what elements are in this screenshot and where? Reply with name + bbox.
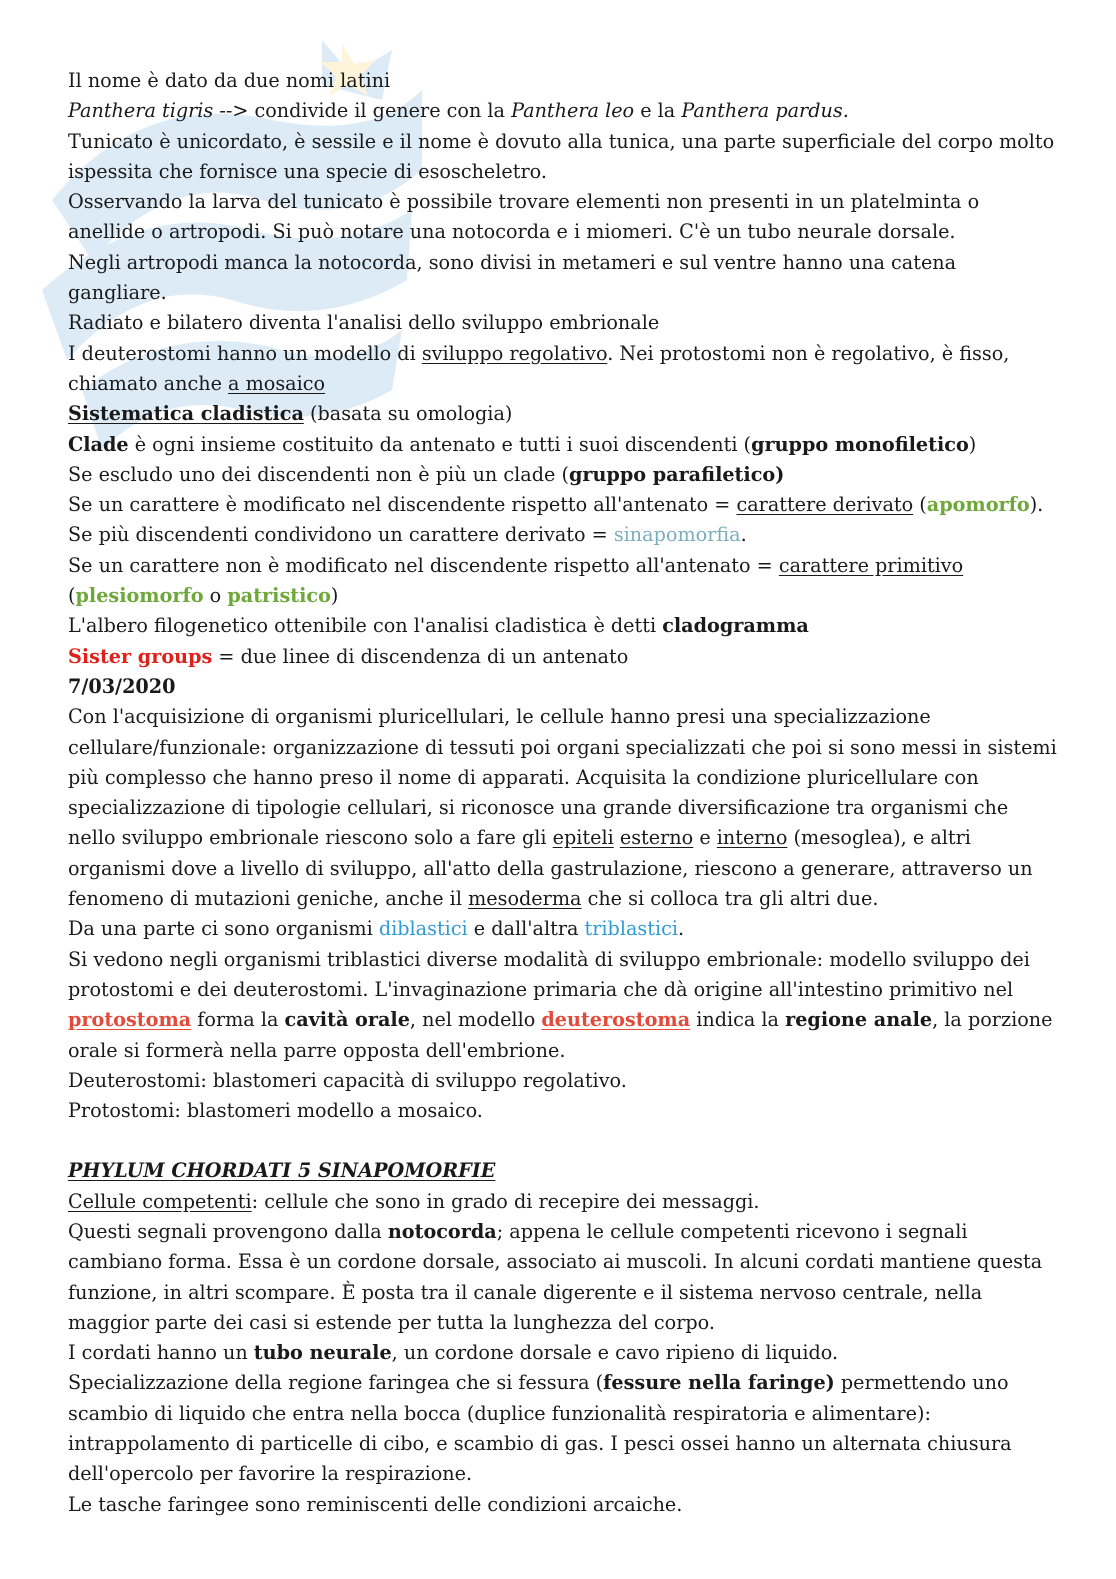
paragraph: L'albero filogenetico ottenibile con l'analisi cladistica è detti cladogramma xyxy=(68,614,809,638)
paragraph: Le tasche faringee sono reminiscenti delle condizioni arcaiche. xyxy=(68,1492,683,1516)
paragraph: Si vedono negli organismi triblastici diverse modalità di sviluppo embrionale: modello sviluppo dei protostomi e dei deuterostomi. L'invaginazione primaria che dà origine all'intestino primitivo nel protostoma forma la cavità orale, nel modello deuterostoma indica la regione anale, la porzione orale si formerà nella parre opposta dell'embrione. xyxy=(68,947,1053,1062)
paragraph: Questi segnali provengono dalla notocorda; appena le cellule competenti ricevono i segnali cambiano forma. Essa è un cordone dorsale, associato ai muscoli. In alcuni cordati mantiene questa funzione, in altri scompare. È posta tra il canale digerente e il sistema nervoso centrale, nella maggior parte dei casi si estende per tutta la lunghezza del corpo. xyxy=(68,1219,1043,1334)
paragraph: Negli artropodi manca la notocorda, sono divisi in metameri e sul ventre hanno una catena gangliare. xyxy=(68,250,957,305)
paragraph: Specializzazione della regione faringea che si fessura (fessure nella faringe) permettendo uno scambio di liquido che entra nella bocca (duplice funzionalità respiratoria e alimentare): intrappolamento di particelle di cibo, e scambio di gas. I pesci ossei hanno un alternata chiusura dell'opercolo per favorire la respirazione. xyxy=(68,1371,1012,1486)
paragraph: Deuterostomi: blastomeri capacità di sviluppo regolativo. xyxy=(68,1068,627,1092)
paragraph: Protostomi: blastomeri modello a mosaico. xyxy=(68,1099,483,1123)
paragraph: Cellule competenti: cellule che sono in grado di recepire dei messaggi. xyxy=(68,1189,760,1213)
paragraph: Radiato e bilatero diventa l'analisi dello sviluppo embrionale xyxy=(68,311,660,335)
paragraph: Se un carattere è modificato nel discendente rispetto all'antenato = carattere derivato (apomorfo). Se più discendenti condividono un carattere derivato = sinapomorfia. xyxy=(68,493,1044,547)
paragraph: I cordati hanno un tubo neurale, un cordone dorsale e cavo ripieno di liquido. xyxy=(68,1341,839,1365)
paragraph: Da una parte ci sono organismi diblastici e dall'altra triblastici. xyxy=(68,917,685,941)
paragraph: Se un carattere non è modificato nel discendente rispetto all'antenato = carattere primitivo (plesiomorfo o patristico) xyxy=(68,553,964,608)
date-heading: 7/03/2020 xyxy=(68,674,176,698)
paragraph: Se escludo uno dei discendenti non è più un clade (gruppo parafiletico) xyxy=(68,462,785,486)
paragraph: Tunicato è unicordato, è sessile e il nome è dovuto alla tunica, una parte superficiale del corpo molto ispessita che fornisce una specie di esoscheletro. xyxy=(68,129,1055,183)
paragraph: Panthera tigris --> condivide il genere con la Panthera leo e la Panthera pardus. xyxy=(68,99,849,123)
paragraph: Clade è ogni insieme costituito da antenato e tutti i suoi discendenti (gruppo monofiletico) xyxy=(68,432,977,456)
paragraph: Il nome è dato da due nomi latini xyxy=(68,69,391,92)
paragraph: Sister groups = due linee di discendenza di un antenato xyxy=(68,644,629,668)
section-heading: Sistematica cladistica (basata su omologia) xyxy=(68,402,513,426)
paragraph: Osservando la larva del tunicato è possibile trovare elementi non presenti in un platelminta o anellide o artropodi. Si può notare una notocorda e i miomeri. C'è un tubo neurale dorsale. xyxy=(68,190,980,244)
blank-line xyxy=(68,1126,1058,1156)
document-body xyxy=(68,66,1058,1520)
paragraph: Con l'acquisizione di organismi pluricellulari, le cellule hanno presi una specializzazione cellulare/funzionale: organizzazione di tessuti poi organi specializzati che poi si sono messi in sistemi più complesso che hanno preso il nome di apparati. Acquisita la condizione pluricellulare con specializzazione di tipologie cellulari, si riconosce una grande diversificazione tra organismi che nello sviluppo embrionale riescono solo a fare gli epiteli esterno e interno (mesoglea), e altri organismi dove a livello di sviluppo, all'atto della gastrulazione, riescono a generare, attraverso un fenomeno di mutazioni geniche, anche il mesoderma che si colloca tra gli altri due. xyxy=(68,705,1057,911)
paragraph: I deuterostomi hanno un modello di sviluppo regolativo. Nei protostomi non è regolativo, è fisso, chiamato anche a mosaico xyxy=(68,341,1010,395)
section-heading: PHYLUM CHORDATI 5 SINAPOMORFIE xyxy=(68,1159,496,1183)
